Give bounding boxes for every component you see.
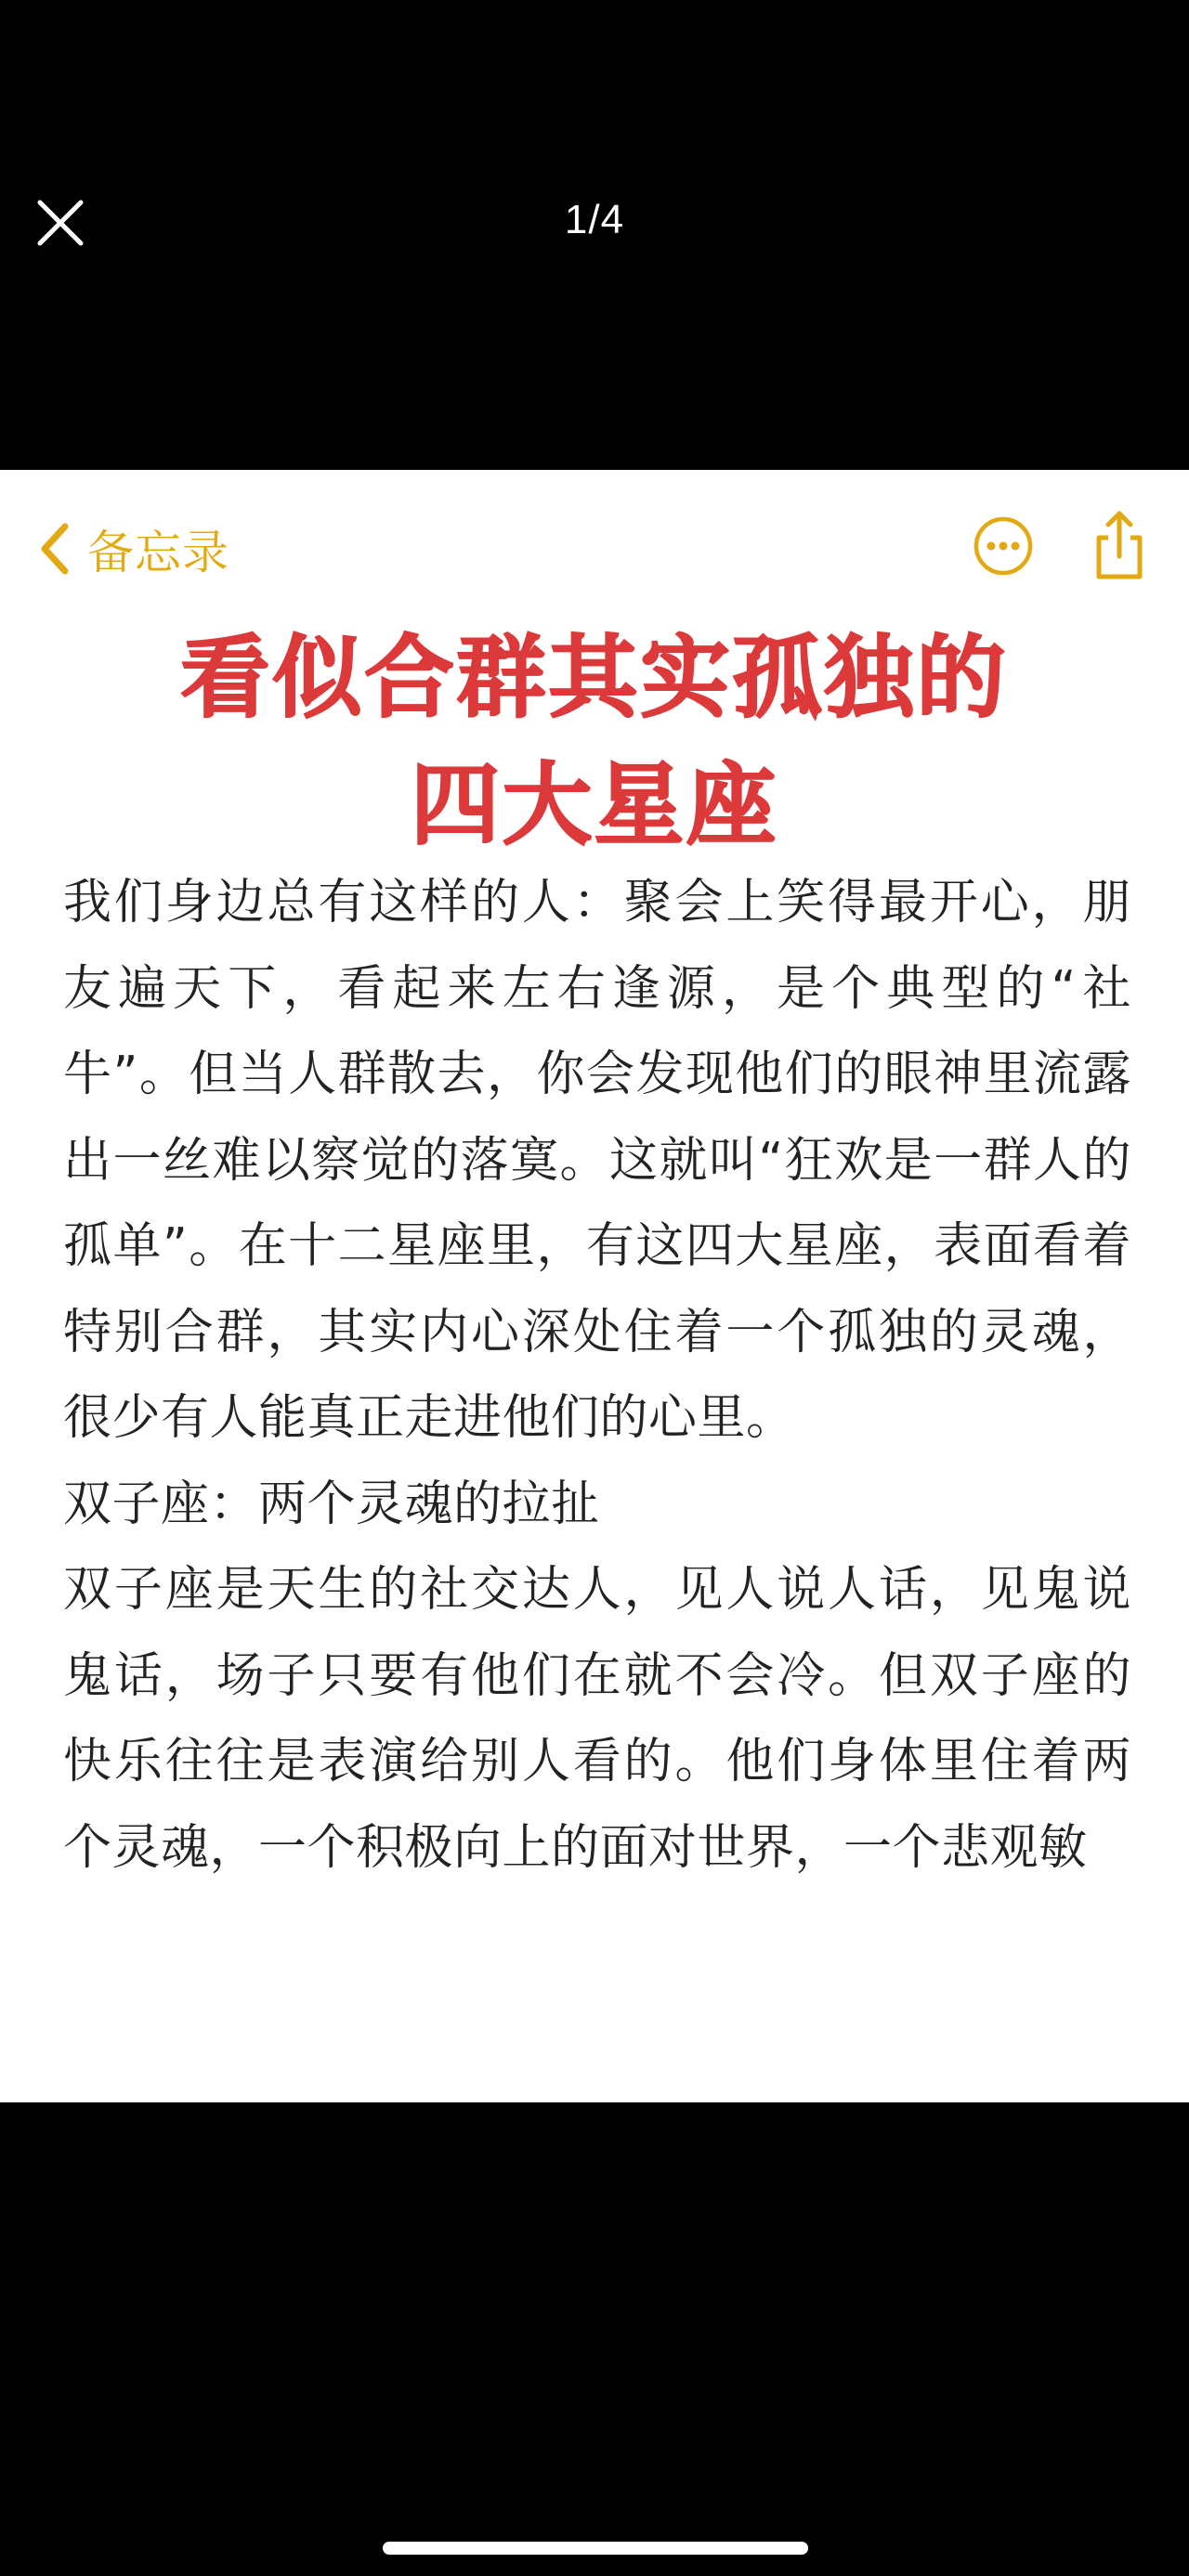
section-heading-gemini: 双子座：两个灵魂的拉扯 [63,1476,600,1532]
intro-paragraph: 我们身边总有这样的人：聚会上笑得最开心，朋友遍天下，看起来左右逢源，是个典型的“社牛”。但当人群散去，你会发现他们的眼神里流露出一丝难以察觉的落寞。这就叫“狂欢是一群人的孤单”。在十二星座里，有这四大星座，表面看着特别合群，其实内心深处住着一个孤独的灵魂，很少有人能真正走进他们的心里。 [63,875,1131,1446]
home-indicator [383,2542,808,2555]
article-title-line-1: 看似合群其实孤独的 [180,626,1009,730]
back-label: 备忘录 [87,526,229,579]
share-button[interactable] [1089,505,1150,585]
notes-header [0,470,1189,618]
viewer-bottom-area [0,2102,1189,2576]
article-title-line-2: 四大星座 [411,753,778,857]
section-paragraph-gemini: 双子座是天生的社交达人，见人说人话，见鬼说鬼话，场子只要有他们在就不会冷。但双子座的快乐往往是表演给别人看的。他们身体里住着两个灵魂，一个积极向上的面对世界，一个悲观敏 [63,1562,1131,1876]
page-counter: 1/4 [564,197,625,242]
note-screenshot-image [0,470,1189,2102]
article-body [63,860,1131,1891]
more-button[interactable] [970,513,1037,579]
chevron-left-icon [37,521,71,577]
viewer-top-bar [0,0,1189,470]
ellipsis-circle-icon [973,515,1034,577]
back-button[interactable] [37,512,229,586]
share-icon [1093,510,1145,580]
